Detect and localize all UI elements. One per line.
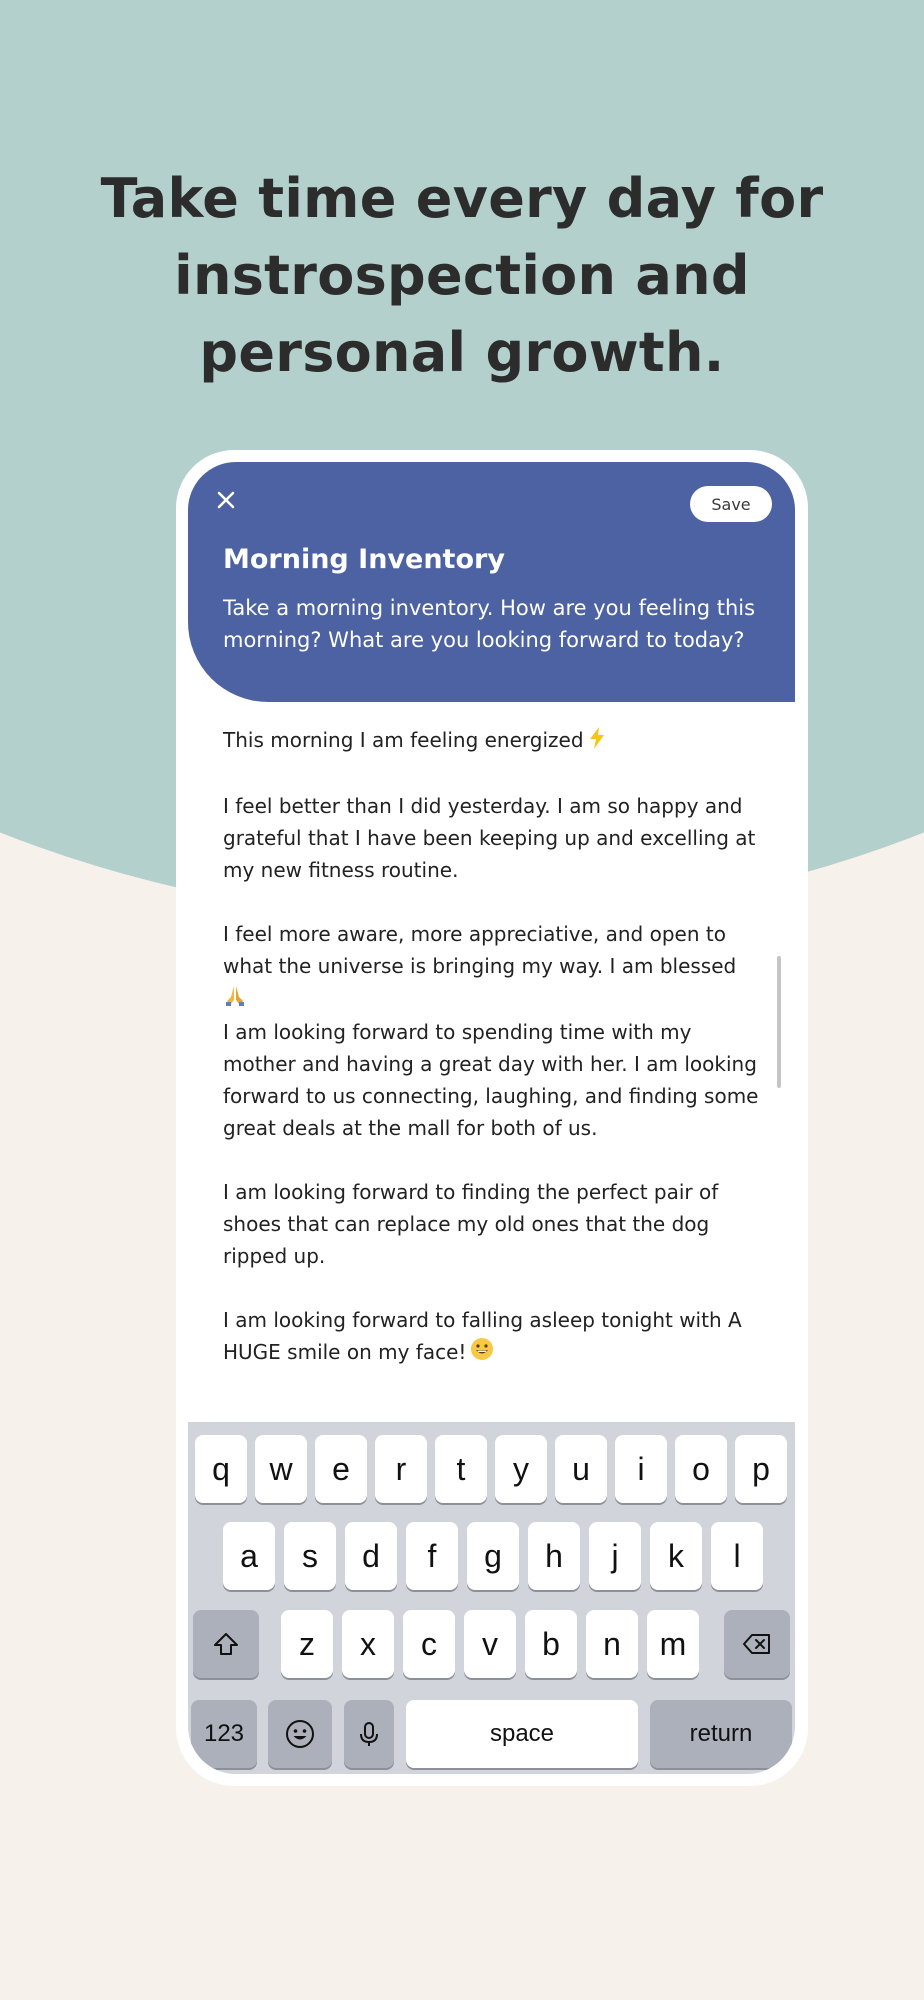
- key-i[interactable]: i: [615, 1435, 667, 1503]
- entry-paragraph: [223, 886, 768, 918]
- key-o[interactable]: o: [675, 1435, 727, 1503]
- entry-paragraph: I am looking forward to spending time with my mother and having a great day with her. I am looking forward to us connecting, laughing, and finding some great deals at the mall for both of us.: [223, 1019, 759, 1140]
- entry-paragraph: [223, 1144, 768, 1176]
- key-c[interactable]: c: [403, 1610, 455, 1678]
- key-r[interactable]: r: [375, 1435, 427, 1503]
- key-z[interactable]: z: [281, 1610, 333, 1678]
- phone-screen: [188, 462, 795, 1774]
- key-d[interactable]: d: [345, 1522, 397, 1590]
- key-l[interactable]: l: [711, 1522, 763, 1590]
- key-k[interactable]: k: [650, 1522, 702, 1590]
- key-q[interactable]: q: [195, 1435, 247, 1503]
- shift-key[interactable]: [193, 1610, 259, 1678]
- return-key[interactable]: return: [650, 1700, 792, 1768]
- keyboard: [188, 1422, 795, 1774]
- key-w[interactable]: w: [255, 1435, 307, 1503]
- key-j[interactable]: j: [589, 1522, 641, 1590]
- key-u[interactable]: u: [555, 1435, 607, 1503]
- entry-paragraph: I feel more aware, more appreciative, and open to what the universe is bringing my way. I am blessed: [223, 918, 768, 1016]
- folded-hands-icon: [223, 983, 247, 1016]
- entry-paragraph: [223, 1272, 768, 1304]
- entry-paragraph: This morning I am feeling energized: [223, 724, 768, 758]
- lightning-bolt-icon: [588, 726, 606, 758]
- close-icon: [217, 491, 235, 509]
- entry-paragraph: I am looking forward to finding the perfect pair of shoes that can replace my old ones that the dog ripped up.: [223, 1179, 719, 1268]
- microphone-key[interactable]: [344, 1700, 394, 1768]
- key-y[interactable]: y: [495, 1435, 547, 1503]
- key-m[interactable]: m: [647, 1610, 699, 1678]
- key-n[interactable]: n: [586, 1610, 638, 1678]
- key-g[interactable]: g: [467, 1522, 519, 1590]
- backspace-icon: [741, 1628, 773, 1660]
- key-v[interactable]: v: [464, 1610, 516, 1678]
- key-e[interactable]: e: [315, 1435, 367, 1503]
- journal-entry-textarea[interactable]: [223, 724, 768, 1370]
- headline: Take time every day for instrospection and personal growth.: [100, 167, 824, 384]
- backspace-key[interactable]: [724, 1610, 790, 1678]
- close-button[interactable]: [206, 480, 246, 520]
- prompt-description: Take a morning inventory. How are you feeling this morning? What are you looking forward to today?: [223, 596, 756, 652]
- prompt-header: [188, 462, 795, 702]
- key-t[interactable]: t: [435, 1435, 487, 1503]
- shift-icon: [210, 1628, 242, 1660]
- key-h[interactable]: h: [528, 1522, 580, 1590]
- scrollbar[interactable]: [777, 956, 781, 1088]
- key-b[interactable]: b: [525, 1610, 577, 1678]
- entry-paragraph: I feel better than I did yesterday. I am so happy and grateful that I have been keeping up and excelling at my new fitness routine.: [223, 793, 756, 882]
- microphone-icon: [353, 1718, 385, 1750]
- space-key[interactable]: space: [406, 1700, 638, 1768]
- numbers-key[interactable]: 123: [191, 1700, 257, 1768]
- entry-paragraph: I am looking forward to falling asleep tonight with A HUGE smile on my face!: [223, 1304, 768, 1370]
- key-s[interactable]: s: [284, 1522, 336, 1590]
- prompt-title: Morning Inventory: [223, 544, 505, 575]
- phone-frame: [176, 450, 808, 1786]
- entry-paragraph: [223, 758, 768, 790]
- save-button[interactable]: Save: [690, 486, 772, 522]
- key-f[interactable]: f: [406, 1522, 458, 1590]
- key-x[interactable]: x: [342, 1610, 394, 1678]
- emoji-icon: [284, 1718, 316, 1750]
- key-a[interactable]: a: [223, 1522, 275, 1590]
- grinning-face-icon: [470, 1337, 494, 1370]
- emoji-key[interactable]: [268, 1700, 332, 1768]
- key-p[interactable]: p: [735, 1435, 787, 1503]
